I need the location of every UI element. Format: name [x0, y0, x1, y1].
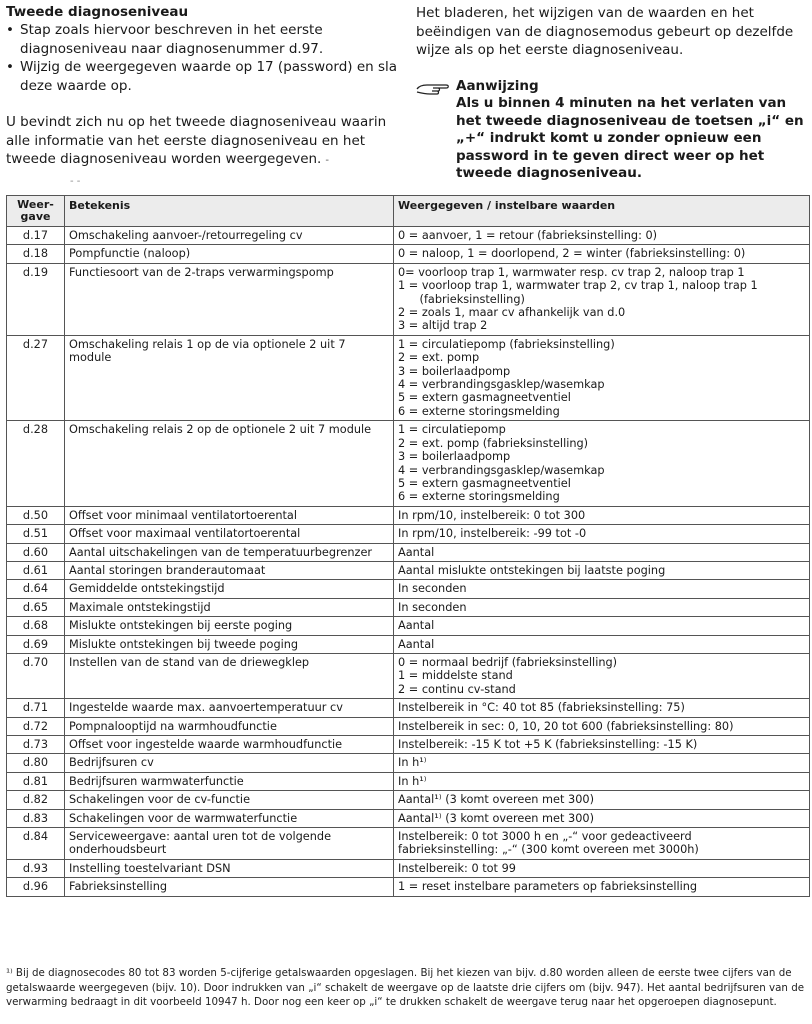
- value-line: 5 = extern gasmagneetventiel: [398, 391, 571, 405]
- value-line: 1 = circulatiepomp (fabrieksinstelling): [398, 337, 615, 351]
- table-body: [7, 227, 810, 897]
- table-row: [7, 717, 810, 735]
- row-meaning: Maximale ontstekingstijd: [65, 598, 394, 616]
- table-row: [7, 598, 810, 616]
- value-line: In rpm/10, instelbereik: 0 tot 300: [398, 508, 586, 522]
- row-code: d.70: [7, 653, 65, 698]
- value-line: 1 = reset instelbare parameters op fabrieksinstelling: [398, 880, 698, 894]
- row-meaning: Schakelingen voor de cv-functie: [65, 791, 394, 809]
- row-meaning: Mislukte ontstekingen bij eerste poging: [65, 617, 394, 635]
- row-values: [394, 335, 810, 420]
- row-code: d.68: [7, 617, 65, 635]
- table-row: [7, 878, 810, 896]
- value-line: Aantal: [398, 637, 435, 651]
- value-line: Aantal: [398, 545, 435, 559]
- value-line: 4 = verbrandingsgasklep/wasemkap: [398, 463, 605, 477]
- row-values: [394, 754, 810, 772]
- row-meaning: Pompnalooptijd na warmhoudfunctie: [65, 717, 394, 735]
- table-row: [7, 699, 810, 717]
- row-values: [394, 809, 810, 827]
- table-row: [7, 525, 810, 543]
- row-meaning: Omschakeling aanvoer-/retourregeling cv: [65, 227, 394, 245]
- table-row: [7, 617, 810, 635]
- row-code: d.84: [7, 828, 65, 860]
- value-line: 6 = externe storingsmelding: [398, 490, 560, 504]
- row-meaning: Aantal uitschakelingen van de temperatuurbegrenzer: [65, 543, 394, 561]
- row-meaning: Functiesoort van de 2-traps verwarmingspomp: [65, 263, 394, 335]
- step-list: [6, 21, 400, 95]
- value-line: 5 = extern gasmagneetventiel: [398, 476, 571, 490]
- row-values: [394, 791, 810, 809]
- pointing-hand-icon: [416, 80, 452, 96]
- table-row: [7, 635, 810, 653]
- row-values: [394, 506, 810, 524]
- row-meaning: Instellen van de stand van de driewegklep: [65, 653, 394, 698]
- hint-title: Aanwijzing: [456, 78, 539, 94]
- value-line: Aantal mislukte ontstekingen bij laatste poging: [398, 563, 666, 577]
- row-values: [394, 227, 810, 245]
- row-values: [394, 543, 810, 561]
- row-code: d.80: [7, 754, 65, 772]
- value-line: 3 = altijd trap 2: [398, 319, 488, 333]
- value-line: Instelbereik in °C: 40 tot 85 (fabrieksinstelling: 75): [398, 701, 685, 715]
- row-code: d.50: [7, 506, 65, 524]
- value-line: Aantal¹⁾ (3 komt overeen met 300): [398, 793, 594, 807]
- row-values: [394, 736, 810, 754]
- value-line: In h¹⁾: [398, 774, 427, 788]
- table-row: [7, 859, 810, 877]
- row-code: d.18: [7, 245, 65, 263]
- table-row: [7, 506, 810, 524]
- row-code: d.28: [7, 421, 65, 506]
- row-values: [394, 653, 810, 698]
- row-meaning: Omschakeling relais 1 op de via optionele 2 uit 7 module: [65, 335, 394, 420]
- row-code: d.83: [7, 809, 65, 827]
- intro-paragraph: [6, 113, 400, 171]
- row-values: [394, 772, 810, 790]
- value-line: fabrieksinstelling: „-“ (300 komt overeen met 3000h): [398, 843, 699, 857]
- value-line: 0= voorloop trap 1, warmwater resp. cv trap 2, naloop trap 1: [398, 265, 745, 279]
- row-code: d.64: [7, 580, 65, 598]
- row-meaning: Instelling toestelvariant DSN: [65, 859, 394, 877]
- footnote: ¹⁾ Bij de diagnosecodes 80 tot 83 worden 5-cijferige getalswaarden opgeslagen. Bij het kiezen van bijv. d.80 worden alleen de eerste twee cijfers van de getalswaarde weergegeven (bijv. 10). Door indrukken van „i“ schakelt de weergave op de laatste drie cijfers om (bijv. 947). Het aantal bedrijfsuren van de verwarming bedraagt in dit voorbeeld 10947 h. Door nog een keer op „i“ te drukken schakelt de weergave terug naar het opgeroepen diagnosepunt.: [6, 967, 805, 1008]
- right-paragraph: Het bladeren, het wijzigen van de waarden en het beëindigen van de diagnosemodus gebeurt op dezelfde wijze als op het eerste diagnoseniveau.: [416, 5, 794, 58]
- row-meaning: Fabrieksinstelling: [65, 878, 394, 896]
- header-meaning: Betekenis: [65, 196, 394, 227]
- row-code: d.82: [7, 791, 65, 809]
- value-line: Instelbereik: 0 tot 99: [398, 861, 516, 875]
- table-row: [7, 754, 810, 772]
- table-row: [7, 653, 810, 698]
- row-meaning: Offset voor ingestelde waarde warmhoudfunctie: [65, 736, 394, 754]
- value-line: In seconden: [398, 582, 467, 596]
- value-line: Aantal: [398, 619, 435, 633]
- section-heading: Tweede diagnoseniveau: [6, 4, 189, 20]
- row-values: [394, 878, 810, 896]
- hint-box: [416, 78, 810, 183]
- row-meaning: Ingestelde waarde max. aanvoertemperatuur cv: [65, 699, 394, 717]
- row-meaning: Pompfunctie (naloop): [65, 245, 394, 263]
- table-row: [7, 421, 810, 506]
- row-meaning: Offset voor maximaal ventilatortoerental: [65, 525, 394, 543]
- row-meaning: Aantal storingen branderautomaat: [65, 561, 394, 579]
- row-values: [394, 598, 810, 616]
- value-line: 4 = verbrandingsgasklep/wasemkap: [398, 378, 605, 392]
- value-line: 2 = ext. pomp: [398, 351, 480, 365]
- value-line: Instelbereik: -15 K tot +5 K (fabrieksinstelling: -15 K): [398, 738, 698, 751]
- table-row: [7, 335, 810, 420]
- table-row: [7, 580, 810, 598]
- row-code: d.81: [7, 772, 65, 790]
- row-meaning: Schakelingen voor de warmwaterfunctie: [65, 809, 394, 827]
- row-values: [394, 717, 810, 735]
- header-values: Weergegeven / instelbare waarden: [394, 196, 810, 227]
- row-code: d.27: [7, 335, 65, 420]
- row-meaning: Serviceweergave: aantal uren tot de volgende onderhoudsbeurt: [65, 828, 394, 860]
- value-line: 3 = boilerlaadpomp: [398, 364, 511, 378]
- row-values: [394, 263, 810, 335]
- value-line: 6 = externe storingsmelding: [398, 404, 560, 418]
- row-code: d.51: [7, 525, 65, 543]
- table-row: [7, 809, 810, 827]
- hint-body: Als u binnen 4 minuten na het verlaten van het tweede diagnoseniveau de toetsen „i“ en „+“ indrukt komt u zonder opnieuw een password in te geven direct weer op het tweede diagnoseniveau.: [456, 95, 804, 181]
- value-line: 2 = continu cv-stand: [398, 682, 516, 696]
- value-line: Instelbereik in sec: 0, 10, 20 tot 600 (fabrieksinstelling: 80): [398, 719, 734, 733]
- row-values: [394, 580, 810, 598]
- table-header-row: [7, 196, 810, 227]
- row-values: [394, 561, 810, 579]
- row-code: d.69: [7, 635, 65, 653]
- row-meaning: Mislukte ontstekingen bij tweede poging: [65, 635, 394, 653]
- row-meaning: Bedrijfsuren cv: [65, 754, 394, 772]
- row-code: d.96: [7, 878, 65, 896]
- left-column: [6, 4, 400, 171]
- row-meaning: Offset voor minimaal ventilatortoerental: [65, 506, 394, 524]
- value-line: 1 = circulatiepomp: [398, 423, 506, 437]
- row-code: d.17: [7, 227, 65, 245]
- value-line: (fabrieksinstelling): [398, 292, 525, 306]
- value-line: 1 = voorloop trap 1, warmwater trap 2, cv trap 1, naloop trap 1: [398, 279, 758, 293]
- value-line: 0 = normaal bedrijf (fabrieksinstelling): [398, 655, 618, 669]
- value-line: 2 = zoals 1, maar cv afhankelijk van d.0: [398, 306, 626, 320]
- value-line: 0 = naloop, 1 = doorlopend, 2 = winter (fabrieksinstelling: 0): [398, 247, 746, 261]
- row-values: [394, 635, 810, 653]
- value-line: 3 = boilerlaadpomp: [398, 450, 511, 464]
- stray-mark-2: - -: [70, 176, 81, 187]
- stray-mark: -: [325, 155, 329, 166]
- value-line: In h¹⁾: [398, 756, 427, 770]
- row-values: [394, 245, 810, 263]
- row-values: [394, 617, 810, 635]
- row-values: [394, 525, 810, 543]
- row-code: d.61: [7, 561, 65, 579]
- table-row: [7, 828, 810, 860]
- row-values: [394, 699, 810, 717]
- row-code: d.19: [7, 263, 65, 335]
- value-line: 2 = ext. pomp (fabrieksinstelling): [398, 436, 589, 450]
- diagnostic-table: [6, 195, 810, 897]
- row-code: d.72: [7, 717, 65, 735]
- step-item: • Wijzig de weergegeven waarde op 17 (password) en sla deze waarde op.: [6, 58, 400, 95]
- right-column: [416, 4, 810, 60]
- value-line: Aantal¹⁾ (3 komt overeen met 300): [398, 811, 594, 825]
- row-meaning: Omschakeling relais 2 op de optionele 2 uit 7 module: [65, 421, 394, 506]
- row-values: [394, 828, 810, 860]
- table-row: [7, 227, 810, 245]
- table-row: [7, 263, 810, 335]
- row-code: d.65: [7, 598, 65, 616]
- table-row: [7, 245, 810, 263]
- row-code: d.71: [7, 699, 65, 717]
- value-line: In rpm/10, instelbereik: -99 tot -0: [398, 527, 587, 541]
- row-code: d.93: [7, 859, 65, 877]
- value-line: Instelbereik: 0 tot 3000 h en „-“ voor gedeactiveerd: [398, 830, 692, 844]
- row-values: [394, 421, 810, 506]
- row-code: d.73: [7, 736, 65, 754]
- value-line: In seconden: [398, 600, 467, 614]
- value-line: 1 = middelste stand: [398, 669, 513, 683]
- table-row: [7, 543, 810, 561]
- table-row: [7, 736, 810, 754]
- step-item: • Stap zoals hiervoor beschreven in het eerste diagnoseniveau naar diagnosenummer d.97.: [6, 21, 400, 58]
- table-row: [7, 791, 810, 809]
- intro-text: U bevindt zich nu op het tweede diagnoseniveau waarin alle informatie van het eerste diagnoseniveau en het tweede diagnoseniveau worden weergegeven.: [6, 114, 387, 167]
- header-code: Weer-gave: [7, 196, 65, 227]
- table-row: [7, 772, 810, 790]
- row-values: [394, 859, 810, 877]
- value-line: 0 = aanvoer, 1 = retour (fabrieksinstelling: 0): [398, 229, 658, 242]
- row-meaning: Gemiddelde ontstekingstijd: [65, 580, 394, 598]
- table-row: [7, 561, 810, 579]
- row-meaning: Bedrijfsuren warmwaterfunctie: [65, 772, 394, 790]
- row-code: d.60: [7, 543, 65, 561]
